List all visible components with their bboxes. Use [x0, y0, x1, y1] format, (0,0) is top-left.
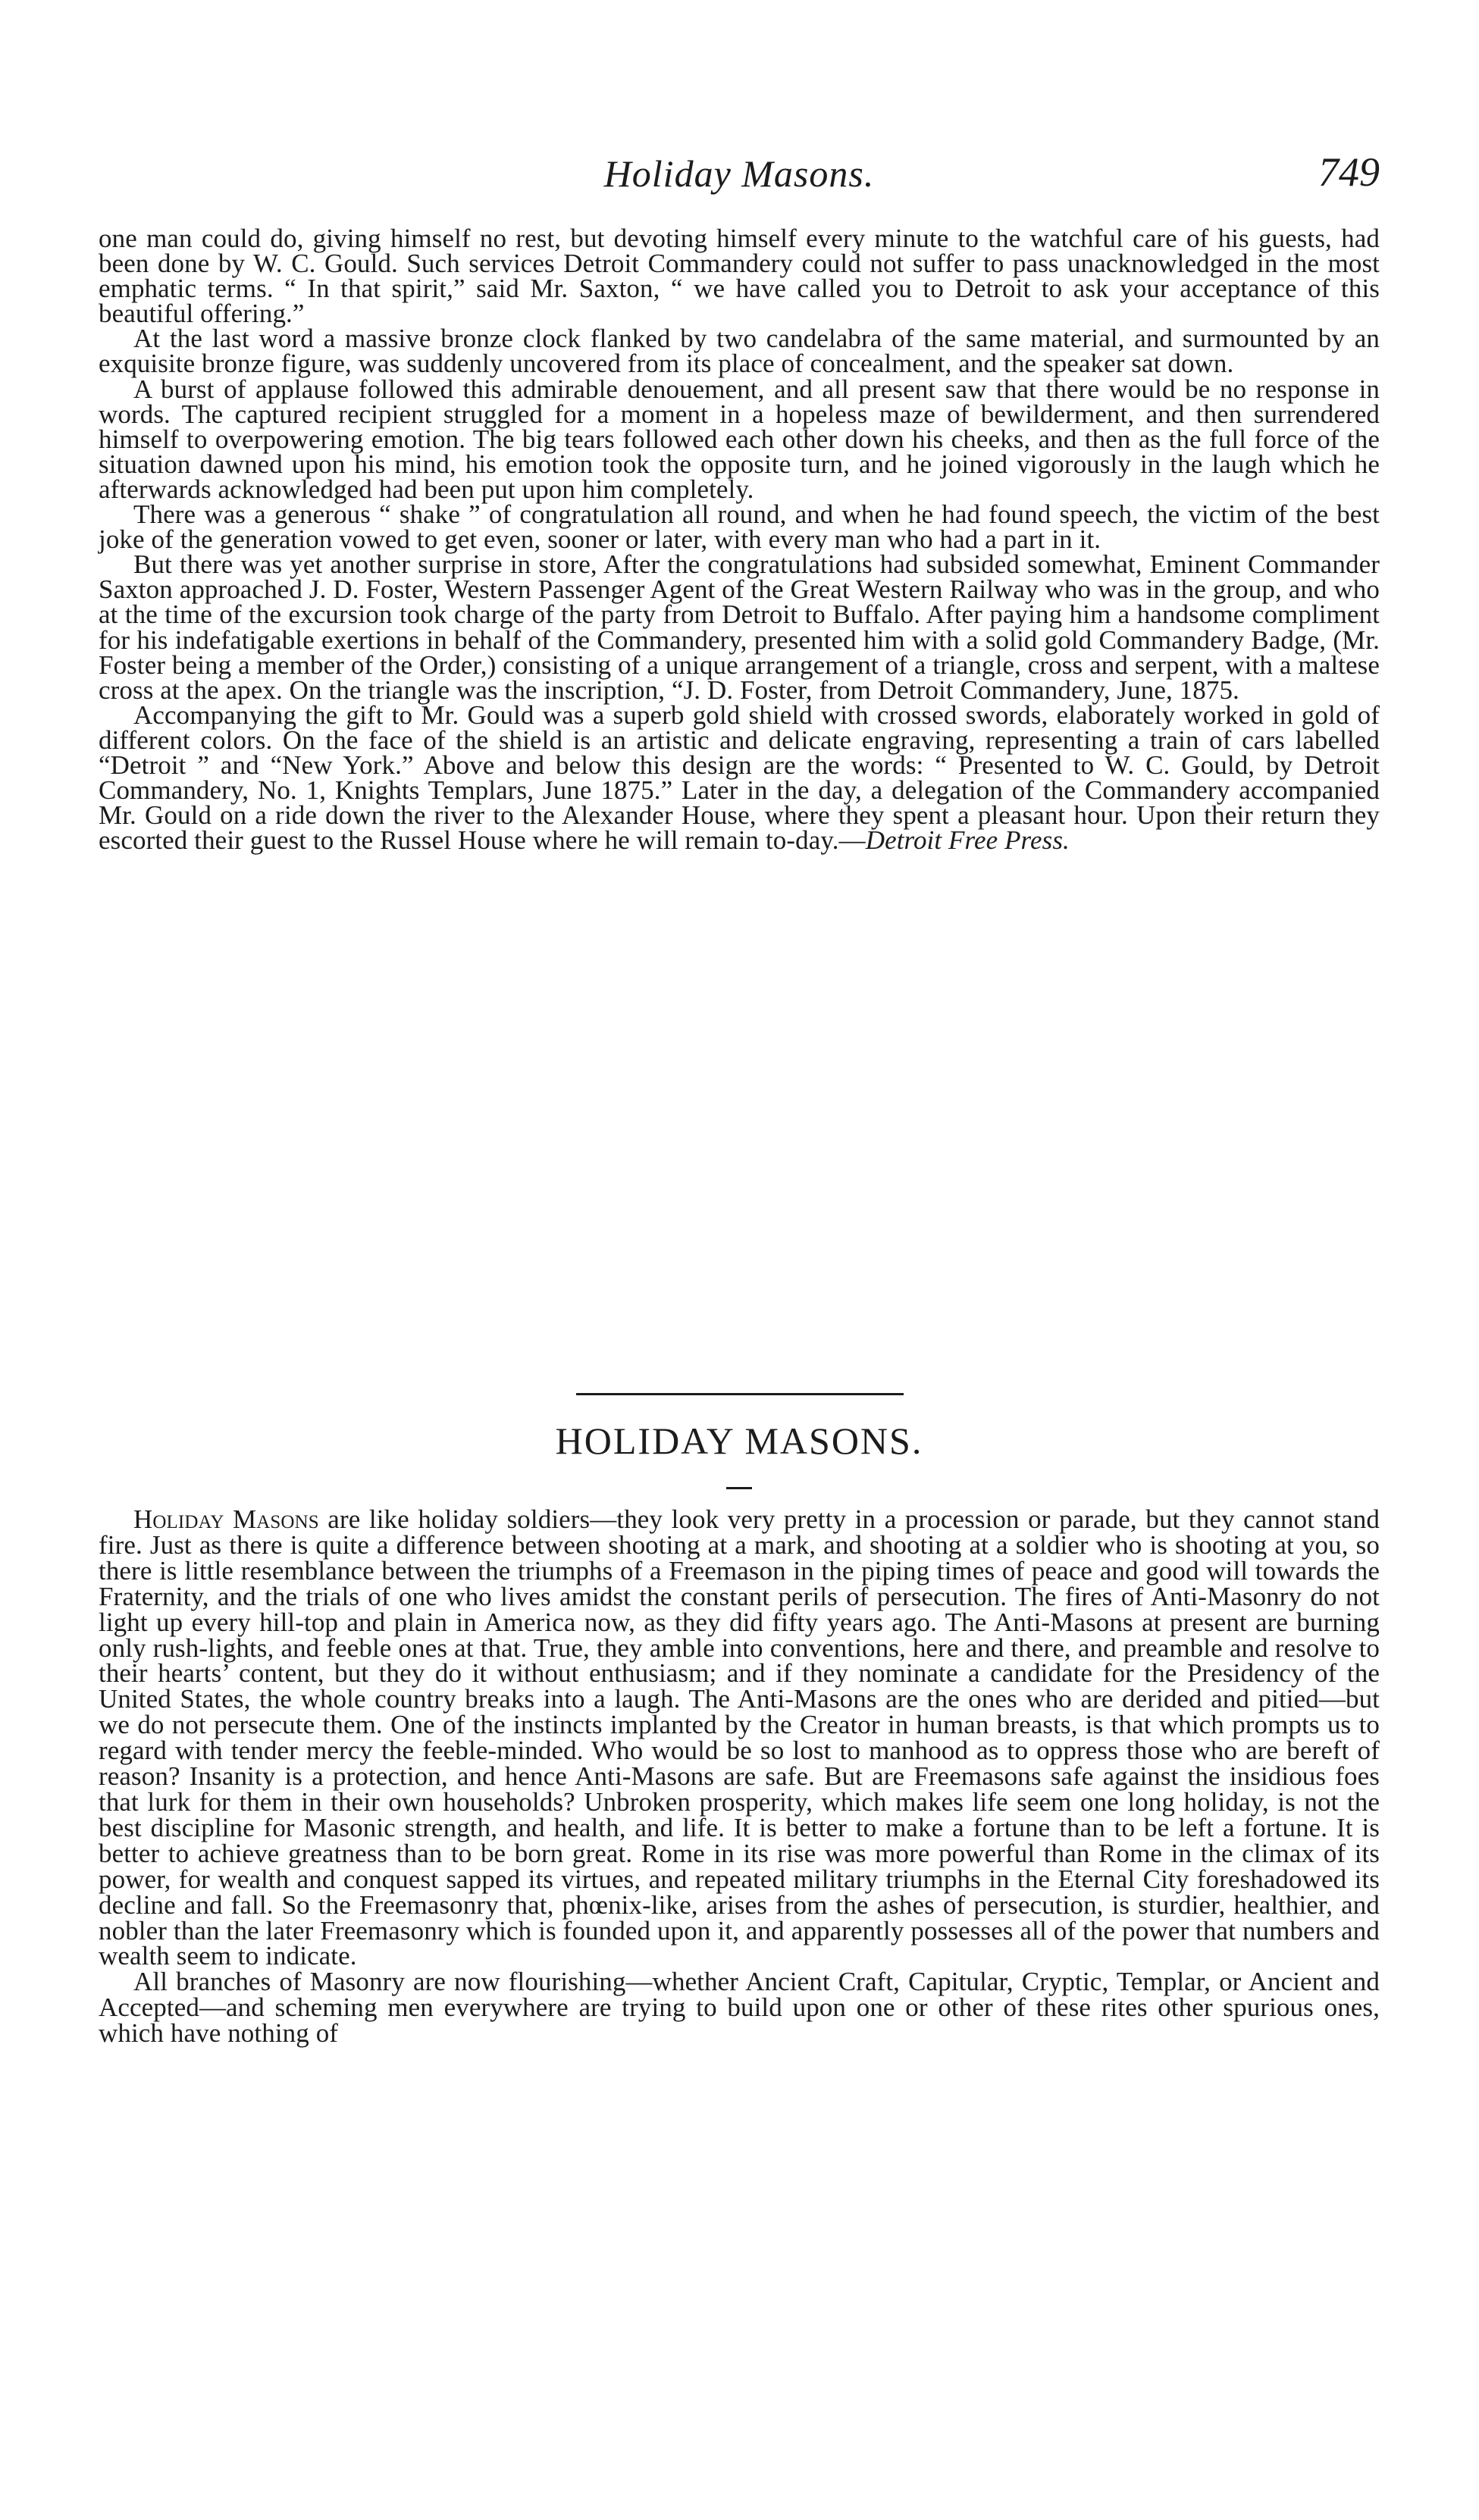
running-header — [99, 149, 1380, 209]
lead-words: Holiday Masons — [133, 1504, 319, 1534]
paragraph-text: Accompanying the gift to Mr. Gould was a superb gold shield with crossed swords, elaborately worked in gold of different colors. On the face of the shield is an artistic and delicate engraving, representing a train of cars labelled “Detroit ” and “New York.” Above and below this design are the words: “ Presented to W. C. Gould, by Detroit Commandery, No. 1, Knights Templars, June 1875.” Later in the day, a delegation of the Commandery accompanied Mr. Gould on a ride down the river to the Alexander House, where they spent a pleasant hour. Upon their return they escorted their guest to the Russel House where he will remain to-day.— — [99, 700, 1380, 856]
paragraph-text: are like holiday soldiers—they look very pretty in a procession or parade, but they cannot stand fire. Just as there is quite a difference between shooting at a mark, and shooting at a soldier who is shooting at you, so there is little resemblance between the triumphs of a Freemason in the piping times of peace and good will towards the Fraternity, and the trials of one who lives amidst the constant perils of persecution. The fires of Anti-Masonry do not light up every hill-top and plain in America now, as they did fifty years ago. The Anti-Masons at present are burning only rush-lights, and feeble ones at that. True, they amble into conventions, here and there, and preamble and resolve to their hearts’ content, but they do it without enthusiasm; and if they nominate a candidate for the Presidency of the United States, the whole country breaks into a laugh. The Anti-Masons are the ones who are derided and pitied—but we do not persecute them. One of the instincts implanted by the Creator in human breasts, is that which prompts us to regard with tender mercy the feeble-minded. Who would be so lost to manhood as to oppress those who are bereft of reason? Insanity is a protection, and hence Anti-Masons are safe. But are Freemasons safe against the insidious foes that lurk for them in their own households? Unbroken prosperity, which makes life seem one long holiday, is not the best discipline for Masonic strength, and health, and life. It is better to make a fortune than to be left a fortune. It is better to achieve greatness than to be born great. Rome in its rise was more powerful than Rome in the climax of its power, for wealth and conquest sapped its virtues, and repeated military triumphs in the Eternal City foreshadowed its decline and fall. So the Freemasonry that, phœnix-like, arises from the ashes of persecution, is sturdier, healthier, and nobler than the later Freemasonry which is founded upon it, and apparently possesses all of the power that numbers and wealth seem to indicate. — [99, 1504, 1380, 1971]
paragraph: But there was yet another surprise in store, After the congratulations had subsided somewhat, Eminent Commander Saxton approached J. D. Foster, Western Passenger Agent of the Great Western Railway who was in the group, and who at the time of the excursion took charge of the party from Detroit to Buffalo. After paying him a handsome compliment for his indefatigable exertions in behalf of the Commandery, presented him with a solid gold Commandery Badge, (Mr. Foster being a member of the Order,) consisting of a unique arrangement of a triangle, cross and serpent, with a maltese cross at the apex. On the triangle was the inscription, “J. D. Foster, from Detroit Commandery, June, 1875. — [99, 549, 1380, 705]
section-heading: HOLIDAY MASONS. — [555, 1420, 923, 1462]
heading-dash — [726, 1487, 752, 1489]
paragraph-with-source — [99, 700, 1380, 856]
running-title: Holiday Masons. — [603, 152, 875, 195]
paragraph: A burst of applause followed this admirable denouement, and all present saw that there would be no response in words. The captured recipient struggled for a moment in a hopeless maze of bewilderment, and then surrendered himself to overpowering emotion. The big tears followed each other down his cheeks, and then as the full force of the situation dawned upon his mind, his emotion took the opposite turn, and he joined vigorously in the laugh which he afterwards acknowledged had been put upon him completely. — [99, 374, 1380, 504]
article-continuation — [99, 224, 1380, 856]
source-credit: Detroit Free Press. — [865, 825, 1070, 856]
paragraph: At the last word a massive bronze clock flanked by two candelabra of the same material, and surmounted by an exquisite bronze figure, was suddenly uncovered from its place of concealment, and the speaker sat down. — [99, 324, 1380, 379]
paragraph — [99, 1504, 1380, 1971]
page-number: 749 — [1318, 149, 1380, 195]
section-divider-rule — [576, 1393, 904, 1395]
article-body — [99, 1504, 1380, 2049]
paragraph: All branches of Masonry are now flourishing—whether Ancient Craft, Capitular, Cryptic, Templar, or Ancient and Accepted—and scheming men everywhere are trying to build upon one or other of these rites other spurious ones, which have nothing of — [99, 1967, 1380, 2049]
paragraph: There was a generous “ shake ” of congratulation all round, and when he had found speech, the victim of the best joke of the generation vowed to get even, sooner or later, with every man who had a part in it. — [99, 499, 1380, 555]
paragraph: one man could do, giving himself no rest, but devoting himself every minute to the watchful care of his guests, had been done by W. C. Gould. Such services Detroit Commandery could not suffer to pass unacknowledged in the most emphatic terms. “ In that spirit,” said Mr. Saxton, “ we have called you to Detroit to ask your acceptance of this beautiful offering.” — [99, 224, 1380, 329]
